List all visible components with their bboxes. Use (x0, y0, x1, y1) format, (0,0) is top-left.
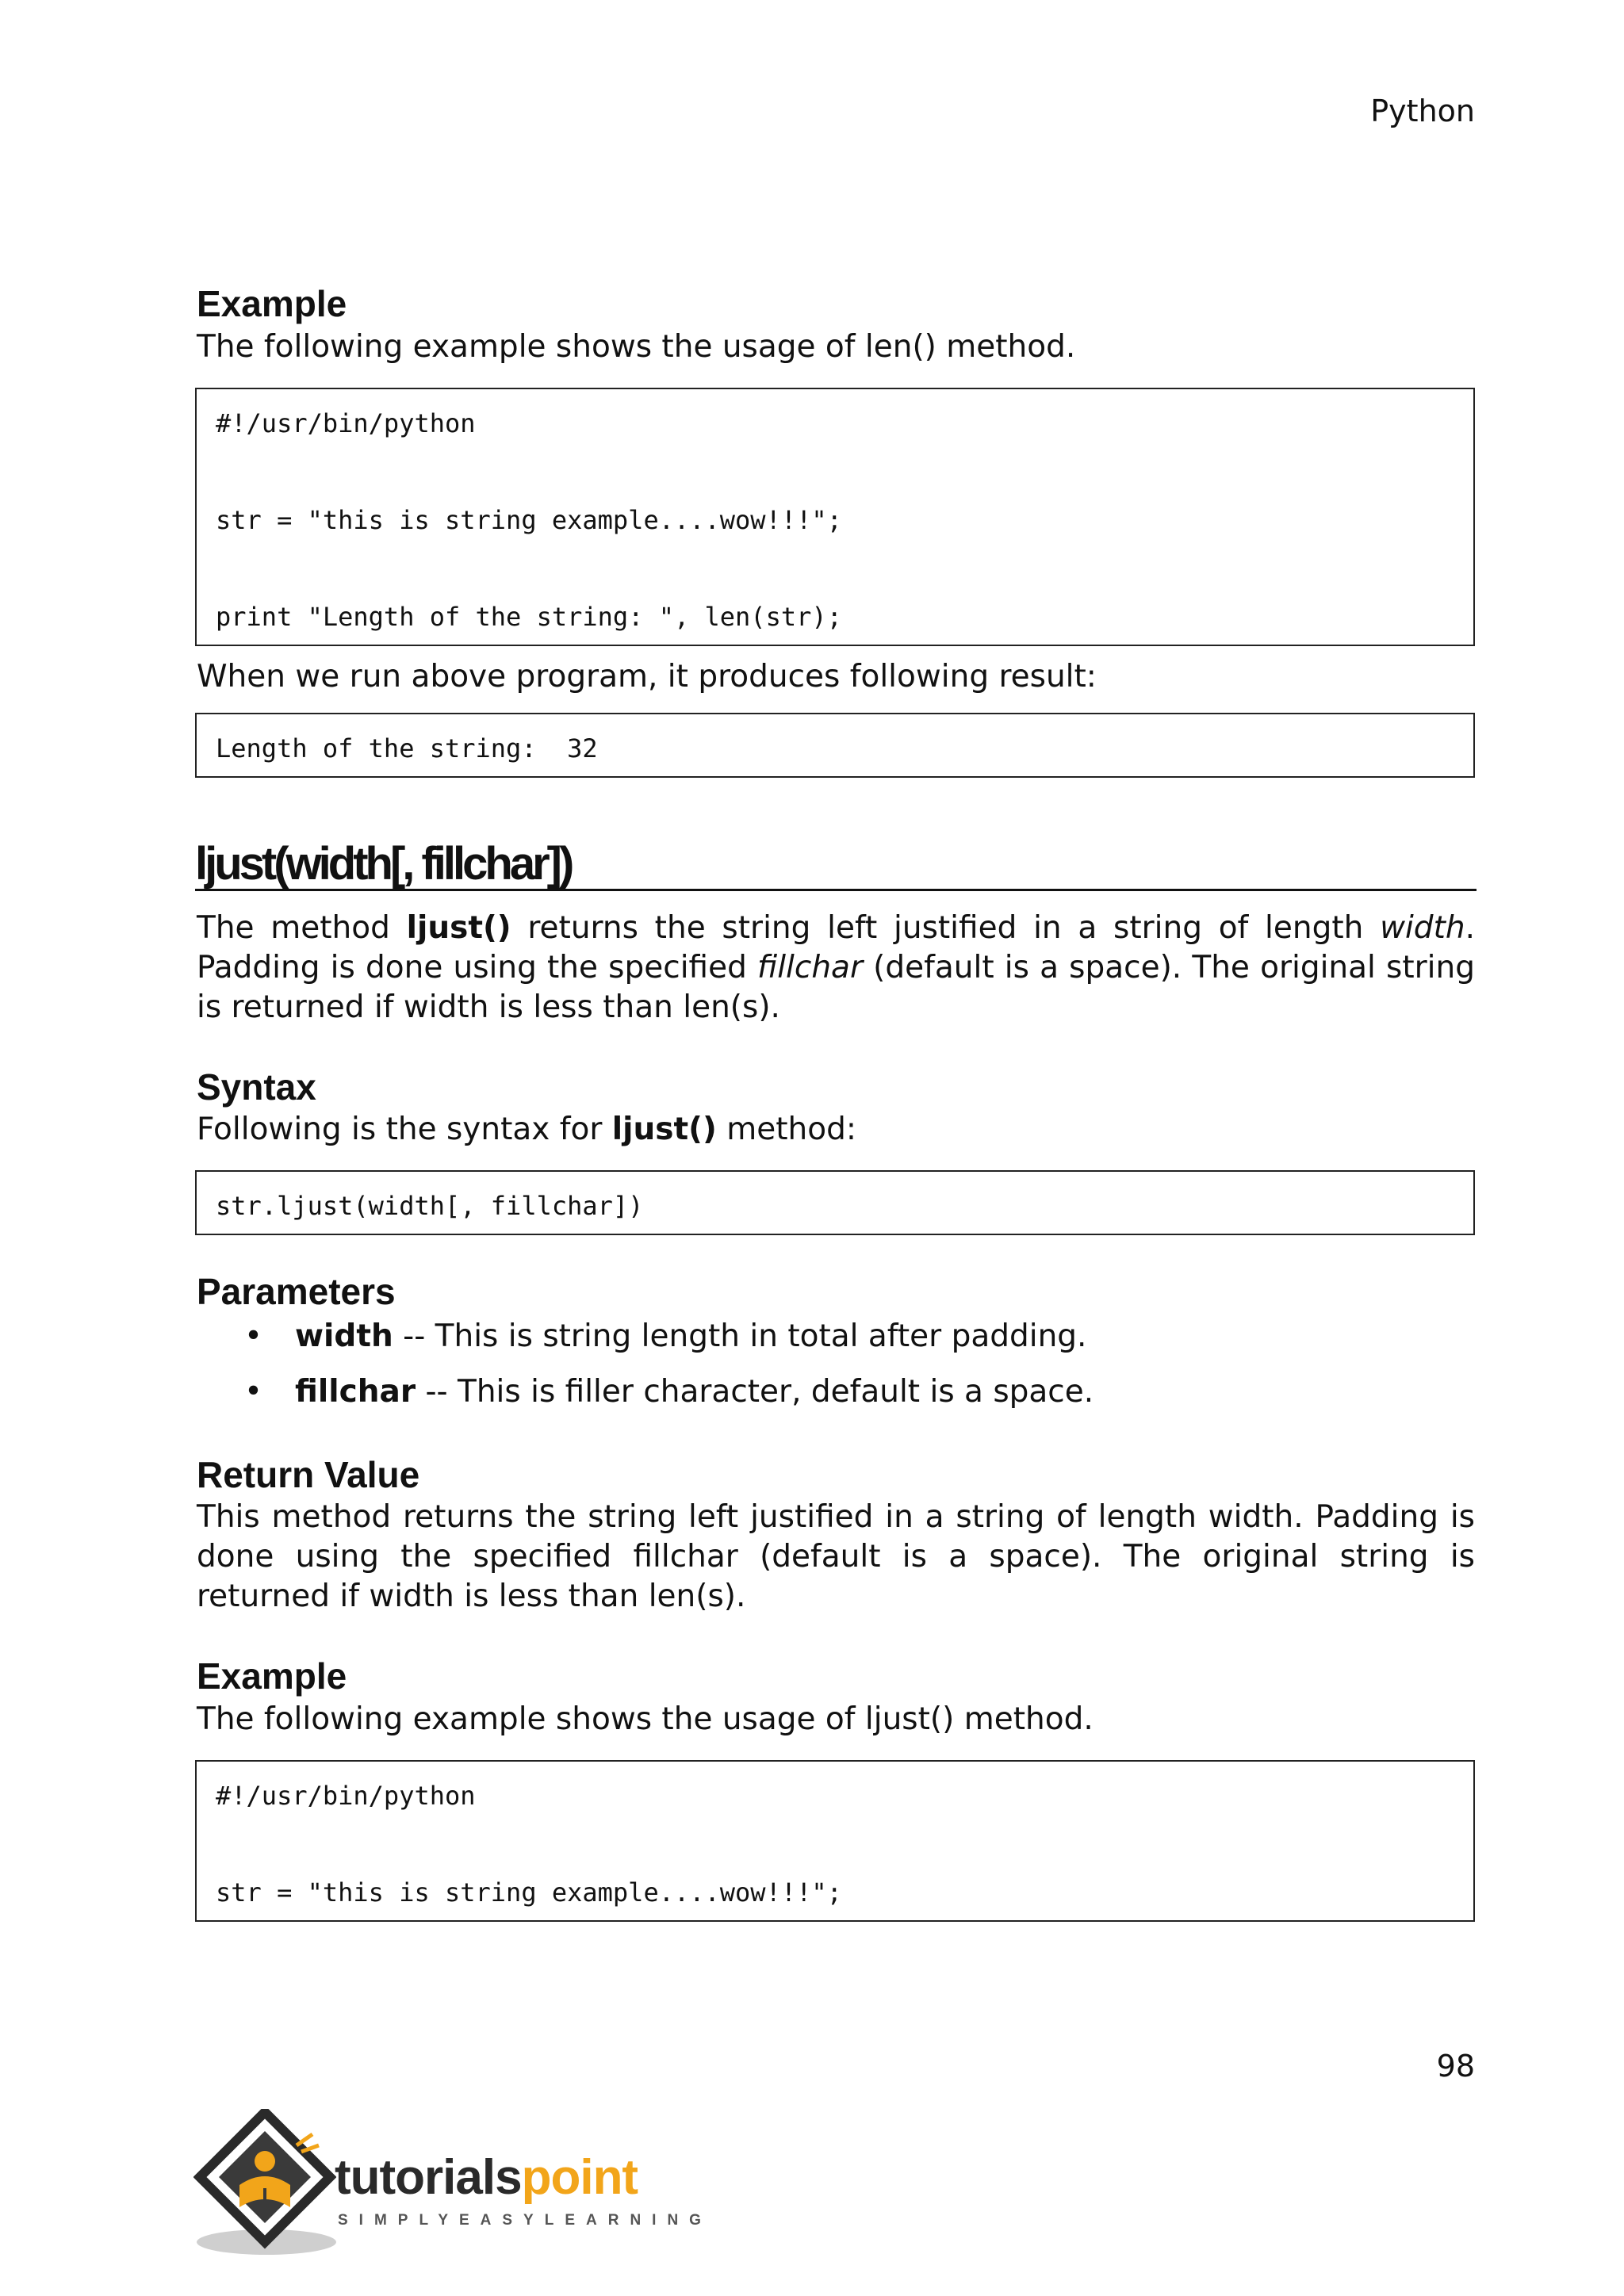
example-intro: The following example shows the usage of ljust() method. (197, 1701, 1094, 1737)
code-line: #!/usr/bin/python (216, 1780, 476, 1811)
return-value-heading: Return Value (197, 1453, 420, 1495)
list-item: • fillchar -- This is filler character, default is a space. (197, 1372, 1475, 1412)
logo-diamond-icon (193, 2109, 336, 2267)
list-item: • width -- This is string length in total after padding. (197, 1317, 1475, 1357)
return-value-text: This method returns the string left justified in a string of length width. Padding is done using the specified fillchar (default is a space). The original string is returned if width is less than len(s). (197, 1499, 1475, 1615)
example-heading: Example (197, 283, 347, 324)
logo-tagline: SIMPLYEASYLEARNING (338, 2212, 712, 2229)
ljust-description: The method ljust() returns the string left justified in a string of length width. Padding is done using the specified fillchar (default is a space). The original string is returned if width is less than len(s). (197, 909, 1475, 1025)
logo-wordmark: tutorialspoint (335, 2150, 638, 2205)
example-intro: The following example shows the usage of len() method. (197, 328, 1076, 365)
example-heading: Example (197, 1655, 347, 1697)
code-block-ljust-example (195, 1760, 1475, 1922)
code-line: print "Length of the string: ", len(str); (216, 601, 842, 632)
page-header-title: Python (1370, 94, 1475, 128)
bullet-icon: • (244, 1318, 263, 1354)
parameters-heading: Parameters (197, 1271, 396, 1313)
result-intro: When we run above program, it produces following result: (197, 658, 1097, 695)
syntax-heading: Syntax (197, 1066, 316, 1108)
page-number: 98 (1436, 2049, 1475, 2084)
page-content (197, 284, 1475, 1936)
syntax-intro: Following is the syntax for ljust() method: (197, 1112, 856, 1148)
bullet-icon: • (244, 1373, 263, 1410)
parameters-list (197, 1317, 1475, 1412)
section-title-ljust: ljust(width[, fillchar]) (195, 841, 1477, 891)
code-line: #!/usr/bin/python (216, 408, 476, 438)
output-line: Length of the string: 32 (216, 733, 598, 763)
code-line: str = "this is string example....wow!!!"; (216, 504, 842, 535)
output-block-len (195, 713, 1475, 778)
code-block-len-example (195, 388, 1475, 646)
syntax-code-block (195, 1170, 1475, 1235)
tutorialspoint-logo (193, 2109, 712, 2267)
code-line: str = "this is string example....wow!!!"; (216, 1877, 842, 1908)
syntax-code-line: str.ljust(width[, fillchar]) (216, 1191, 644, 1222)
